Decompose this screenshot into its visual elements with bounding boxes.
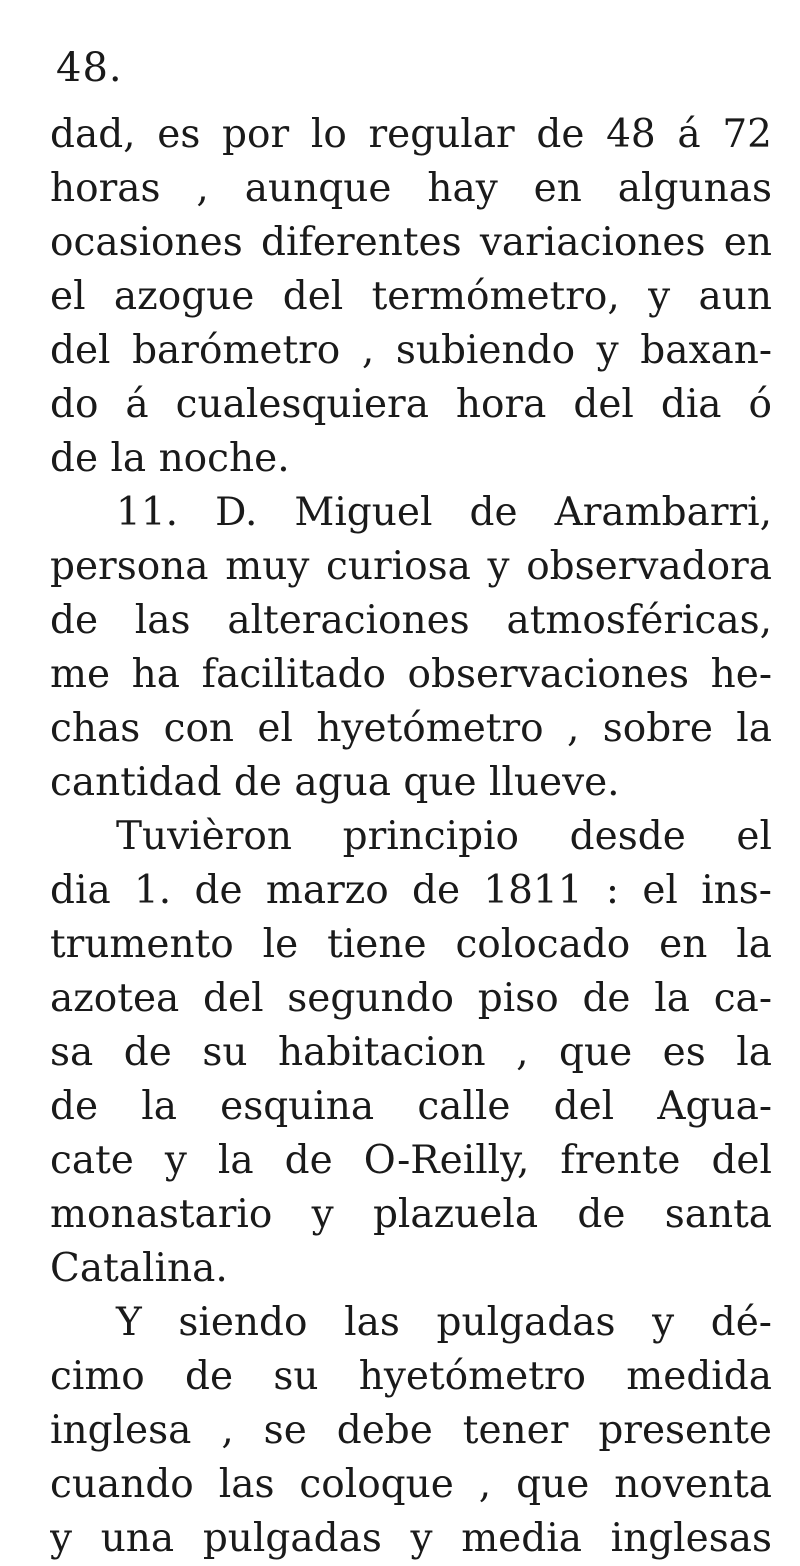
text-line: y una pulgadas y media inglesas [50,1516,772,1561]
text-line: Y siendo las pulgadas y dé- [116,1300,772,1345]
text-line: del barómetro , subiendo y baxan- [50,328,772,373]
text-line: cantidad de agua que llueve. [50,760,620,805]
text-line: do á cualesquiera hora del dia ó [50,382,772,427]
text-line: de la noche. [50,436,290,481]
text-line: Tuvièron principio desde el [116,814,772,859]
text-line: monastario y plazuela de santa [50,1192,772,1237]
text-line: cuando las coloque , que noventa [50,1462,772,1507]
text-line: de las alteraciones atmosféricas, [50,598,772,643]
page-number: 48. [56,45,123,91]
text-line: azotea del segundo piso de la ca- [50,976,772,1021]
text-line: trumento le tiene colocado en la [50,922,772,967]
text-line: cate y la de O-Reilly, frente del [50,1138,772,1183]
body-text [50,108,772,1566]
text-line: me ha facilitado observaciones he- [50,652,772,697]
text-line: cimo de su hyetómetro medida [50,1354,772,1399]
text-line: de la esquina calle del Agua- [50,1084,772,1129]
text-line: ocasiones diferentes variaciones en [50,220,772,265]
text-line: el azogue del termómetro, y aun [50,274,772,319]
text-line: chas con el hyetómetro , sobre la [50,706,772,751]
text-line: dad, es por lo regular de 48 á 72 [50,112,772,157]
text-line: inglesa , se debe tener presente [50,1408,772,1453]
text-line: dia 1. de marzo de 1811 : el ins- [50,868,772,913]
text-line: horas , aunque hay en algunas [50,166,772,211]
text-line: 11. D. Miguel de Arambarri, [116,490,772,535]
text-line: persona muy curiosa y observadora [50,544,772,589]
text-line: sa de su habitacion , que es la [50,1030,772,1075]
text-line: Catalina. [50,1246,228,1291]
